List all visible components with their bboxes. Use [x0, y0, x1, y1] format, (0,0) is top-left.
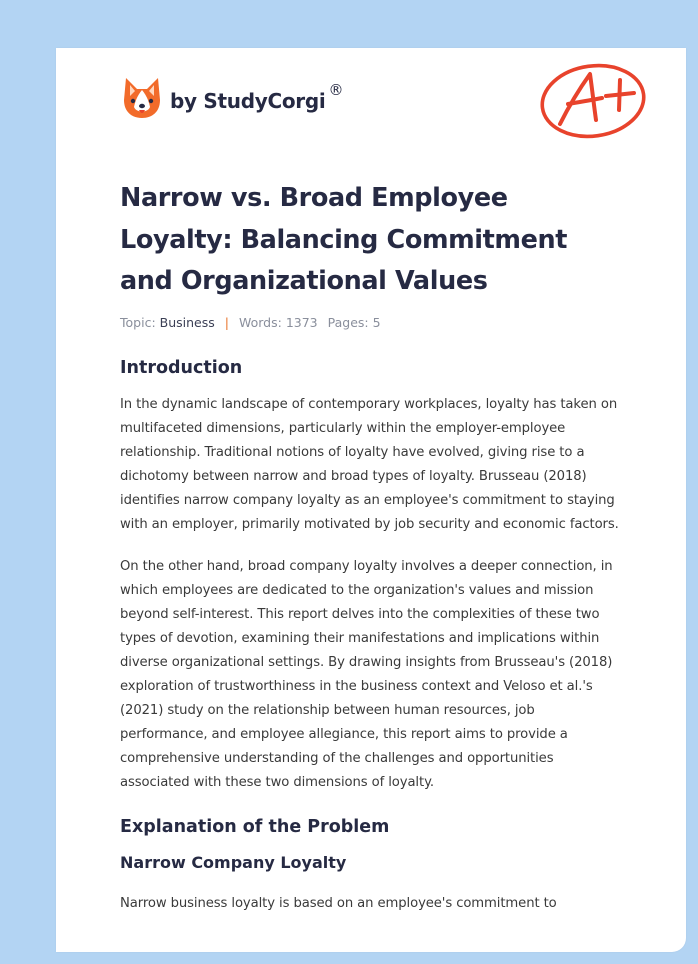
introduction-paragraph-1: In the dynamic landscape of contemporary workplaces, loyalty has taken on multifaceted dimensions, particularly within the employer-employee relationship. Traditional notions of loyalty have evolved, giving rise to a dichotomy between narrow and broad types of loyalty. Brusseau (2018) identifies narrow company loyalty as an employee's commitment to staying with an employer, primarily motivated by job security and economic factors. — [120, 396, 619, 532]
words-count: 1373 — [285, 314, 318, 330]
document-page — [56, 48, 686, 952]
words-label: Words: — [238, 314, 282, 330]
article-title: Narrow vs. Broad Employee Loyalty: Balancing Commitment and Organizational Values — [120, 183, 568, 296]
topic-label: Topic: — [120, 314, 156, 330]
studycorgi-logo[interactable] — [122, 76, 343, 120]
narrow-loyalty-paragraph-1: Narrow business loyalty is based on an employee's commitment to — [120, 895, 557, 911]
a-plus-badge-icon — [538, 58, 650, 140]
corgi-icon — [122, 76, 162, 120]
section-heading-introduction: Introduction — [120, 357, 243, 378]
pages-label: Pages: — [327, 314, 369, 330]
section-heading-problem: Explanation of the Problem — [120, 816, 390, 837]
brand-name: by StudyCorgi ® — [170, 81, 344, 113]
pages-count: 5 — [372, 314, 381, 330]
article-content — [120, 178, 626, 916]
introduction-paragraph-2: On the other hand, broad company loyalty involves a deeper connection, in which employees are dedicated to the organization's values and mission beyond self-interest. This report delves into the complexities of these two types of devotion, examining their manifestations and implications within diverse organizational settings. By drawing insights from Brusseau's (2018) exploration of trustworthiness in the business context and Veloso et al.'s (2021) study on the relationship between human resources, job performance, and employee allegiance, this report aims to provide a comprehensive understanding of the challenges and opportunities associated with these two dimensions of loyalty. — [120, 558, 613, 790]
subsection-heading-narrow-loyalty: Narrow Company Loyalty — [120, 852, 347, 872]
article-meta — [120, 315, 626, 330]
meta-separator: | — [224, 314, 229, 330]
topic-link[interactable]: Business — [159, 314, 215, 330]
